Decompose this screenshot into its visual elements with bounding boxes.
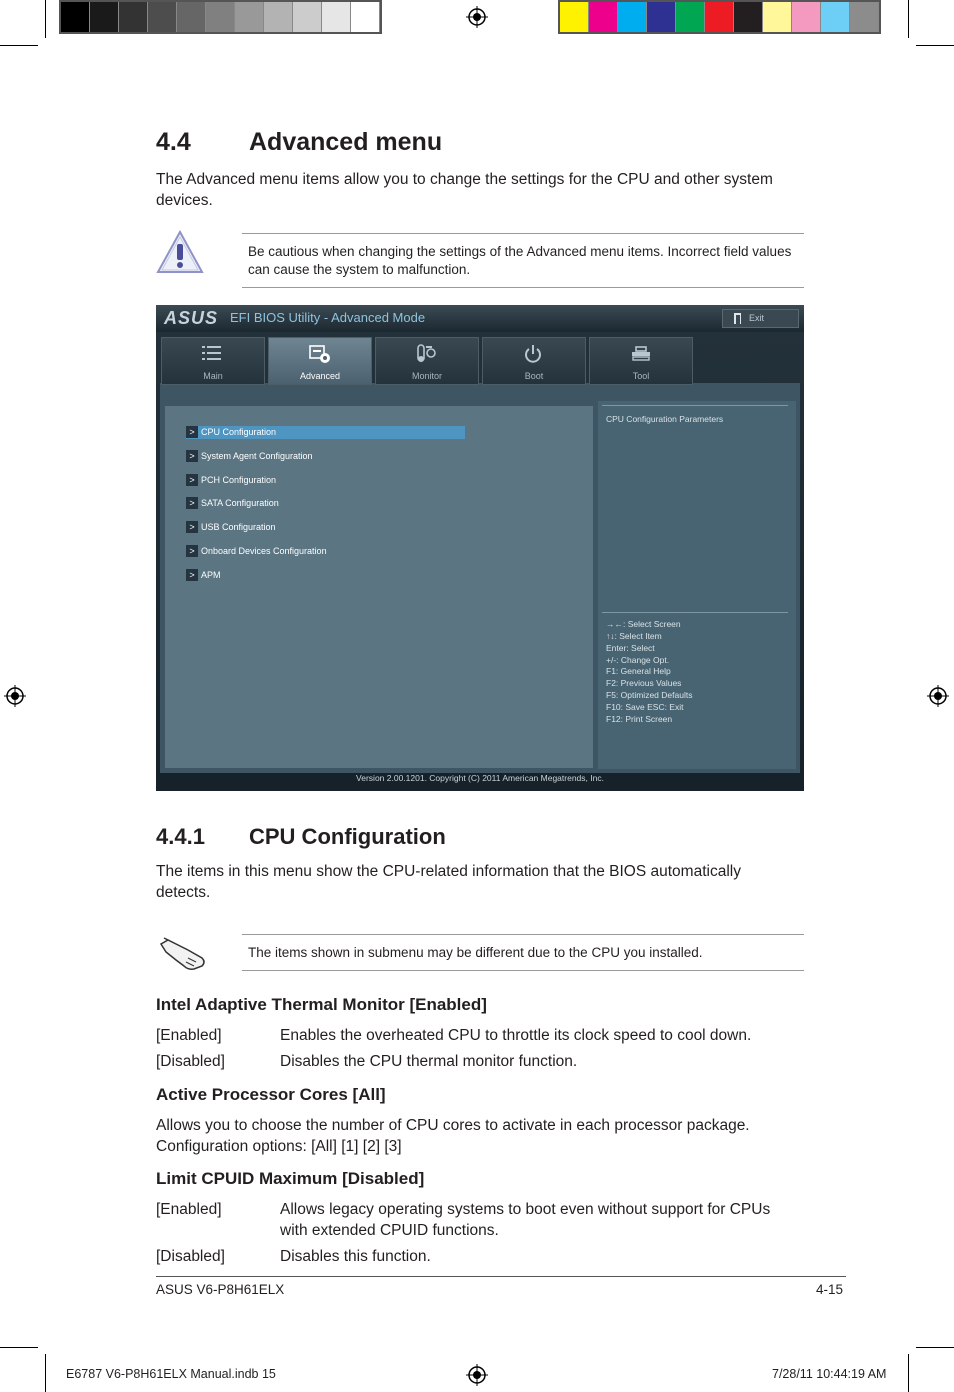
exit-label: Exit [749, 313, 765, 323]
crop-mark [908, 0, 909, 38]
tab-boot[interactable] [482, 337, 586, 385]
option-key: [Enabled] [156, 1201, 222, 1218]
section-number: 4.4 [156, 128, 191, 156]
subsection-title: CPU Configuration [249, 824, 446, 849]
bios-title-bar [156, 305, 804, 332]
section-intro: The Advanced menu items allow you to change the settings for the CPU and other system devices. [156, 171, 773, 209]
tab-label: Monitor [411, 371, 442, 381]
color-swatch [618, 2, 647, 32]
color-swatch [177, 2, 206, 32]
list-icon [202, 344, 222, 362]
color-swatch [264, 2, 293, 32]
option-desc: with extended CPUID functions. [280, 1222, 499, 1239]
bios-item-apm[interactable]: > APM [186, 569, 221, 582]
bios-item-onboard-devices[interactable]: > Onboard Devices Configuration [186, 545, 327, 558]
option-desc: Disables this function. [280, 1248, 431, 1265]
note-bottom-rule [242, 970, 804, 971]
option-key: [Disabled] [156, 1248, 225, 1265]
grayscale-swatches [59, 0, 382, 34]
option-key: [Enabled] [156, 1027, 222, 1044]
crop-mark [916, 1347, 954, 1348]
color-swatch [850, 2, 879, 32]
exit-button[interactable] [722, 309, 799, 328]
bios-item-sata[interactable]: > SATA Configuration [186, 497, 279, 510]
monitor-icon [416, 344, 438, 364]
tab-label: Advanced [299, 371, 341, 381]
option-desc: Allows legacy operating systems to boot even without support for CPUs [280, 1201, 771, 1218]
color-swatch [148, 2, 177, 32]
color-swatch [293, 2, 322, 32]
crop-mark [0, 1347, 38, 1348]
help-title: CPU Configuration Parameters [606, 414, 724, 424]
chevron-right-icon: > [186, 569, 198, 581]
warning-triangle-icon [155, 229, 205, 275]
crop-mark [45, 1354, 46, 1392]
color-swatch [821, 2, 850, 32]
note-text: The items shown in submenu may be different due to the CPU you installed. [248, 945, 703, 960]
chevron-right-icon: > [186, 497, 198, 509]
key-hint: +/-: Change Opt. [606, 655, 670, 665]
registration-mark-icon [927, 685, 949, 707]
color-swatch [734, 2, 763, 32]
bios-item-cpu-configuration[interactable]: > CPU Configuration [186, 426, 465, 439]
registration-mark-icon [4, 685, 26, 707]
crop-mark [0, 45, 38, 46]
setting-heading: Intel Adaptive Thermal Monitor [Enabled] [156, 995, 487, 1014]
bios-item-usb[interactable]: > USB Configuration [186, 521, 276, 534]
subsection-intro: The items in this menu show the CPU-related information that the BIOS automatically detects. [156, 863, 741, 901]
tab-label: Tool [632, 371, 650, 381]
tab-advanced[interactable] [268, 337, 372, 385]
setting-text: Allows you to choose the number of CPU cores to activate in each processor package. [156, 1117, 750, 1134]
subsection-number: 4.4.1 [156, 824, 205, 849]
slug-file: E6787 V6-P8H61ELX Manual.indb 15 [66, 1367, 276, 1381]
color-swatch [119, 2, 148, 32]
advanced-icon [309, 344, 331, 364]
key-hint: F2: Previous Values [606, 678, 682, 688]
registration-mark-icon [466, 6, 488, 28]
color-swatch [235, 2, 264, 32]
tab-label: Boot [524, 371, 544, 381]
color-swatch [676, 2, 705, 32]
color-swatch [90, 2, 119, 32]
chevron-right-icon: > [186, 521, 198, 533]
caution-text: Be cautious when changing the settings of the Advanced menu items. Incorrect field values can cause the system to malfunction. [248, 244, 792, 277]
option-key: [Disabled] [156, 1053, 225, 1070]
color-swatch [705, 2, 734, 32]
color-swatch [763, 2, 792, 32]
key-hint: ↑↓: Select Item [606, 631, 662, 641]
exit-door-icon [733, 313, 742, 324]
key-hint: →←: Select Screen [606, 619, 681, 629]
tab-label: Main [203, 371, 223, 381]
chevron-right-icon: > [186, 450, 198, 462]
crop-mark [916, 45, 954, 46]
section-title: Advanced menu [249, 128, 443, 156]
bios-version: Version 2.00.1201. Copyright (C) 2011 American Megatrends, Inc. [356, 773, 604, 783]
power-icon [523, 344, 543, 364]
caution-bottom-rule [242, 287, 804, 288]
option-desc: Disables the CPU thermal monitor function. [280, 1053, 578, 1070]
color-swatch [792, 2, 821, 32]
color-swatches [558, 0, 881, 34]
key-hint: F10: Save ESC: Exit [606, 702, 684, 712]
note-top-rule [242, 934, 804, 935]
chevron-right-icon: > [186, 474, 198, 486]
color-swatch [206, 2, 235, 32]
footer-page-number: 4-15 [816, 1282, 844, 1297]
color-swatch [322, 2, 351, 32]
help-mid-rule [602, 612, 788, 613]
asus-logo: ASUS [164, 308, 219, 328]
caution-top-rule [242, 233, 804, 234]
crop-mark [45, 0, 46, 38]
tab-monitor[interactable] [375, 337, 479, 385]
tab-main[interactable] [161, 337, 265, 385]
tool-icon [630, 344, 652, 364]
key-hint: F5: Optimized Defaults [606, 690, 693, 700]
color-swatch [61, 2, 90, 32]
option-desc: Enables the overheated CPU to throttle its clock speed to cool down. [280, 1027, 752, 1044]
registration-mark-icon [466, 1364, 488, 1386]
chevron-right-icon: > [186, 426, 198, 438]
key-hint: Enter: Select [606, 643, 655, 653]
bios-item-system-agent[interactable]: > System Agent Configuration [186, 450, 313, 463]
key-hint: F1: General Help [606, 666, 671, 676]
key-hint: F12: Print Screen [606, 714, 673, 724]
chevron-right-icon: > [186, 545, 198, 557]
color-swatch [351, 2, 380, 32]
color-swatch [589, 2, 618, 32]
setting-heading: Limit CPUID Maximum [Disabled] [156, 1169, 425, 1188]
help-top-rule [602, 405, 788, 406]
footer-product: ASUS V6-P8H61ELX [156, 1282, 285, 1297]
bios-item-pch[interactable]: > PCH Configuration [186, 474, 276, 487]
pointing-hand-icon [158, 936, 208, 972]
color-swatch [560, 2, 589, 32]
bios-title: EFI BIOS Utility - Advanced Mode [230, 310, 426, 325]
tab-tool[interactable] [589, 337, 693, 385]
setting-heading: Active Processor Cores [All] [156, 1085, 386, 1104]
slug-date: 7/28/11 10:44:19 AM [772, 1367, 887, 1381]
color-swatch [647, 2, 676, 32]
footer-rule [156, 1276, 846, 1277]
crop-mark [908, 1354, 909, 1392]
setting-text: Configuration options: [All] [1] [2] [3] [156, 1138, 402, 1155]
